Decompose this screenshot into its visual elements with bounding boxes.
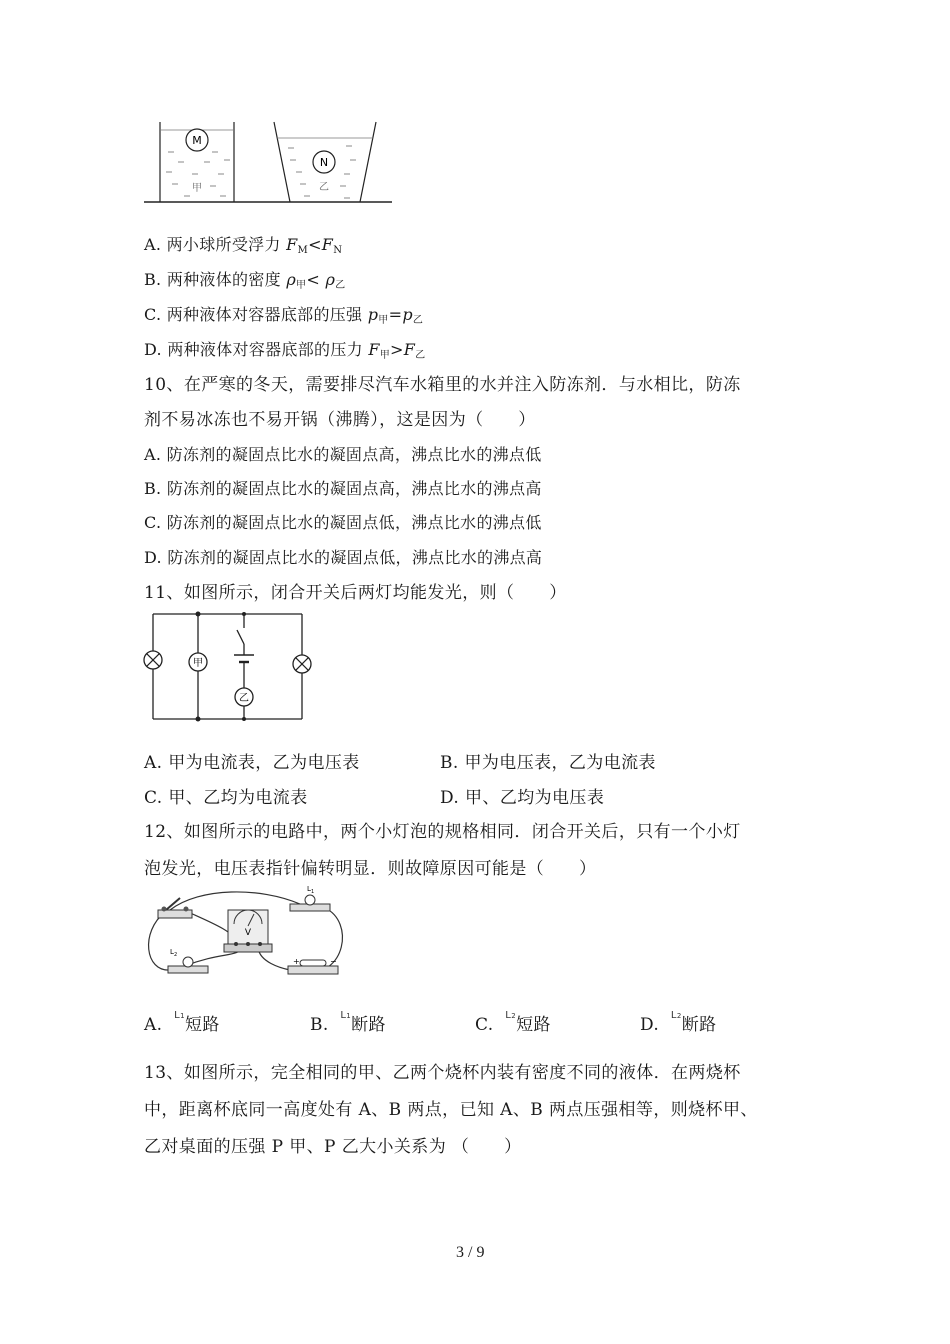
meter-jia-label: 甲 [193,658,203,669]
page-number: 3 / 9 [456,1244,485,1261]
figure-q11-circuit [140,608,320,728]
voltmeter-label: V [244,928,252,938]
q9-option-b: B. 两种液体的密度 $\rho_甲< \rho_乙$ [144,270,346,291]
l1-label: L [307,885,311,893]
q11-option-b: B. 甲为电压表，乙为电流表 [440,753,656,773]
q9-option-a: A. 两小球所受浮力 $F_M<F_N$ [144,235,343,256]
q13-stem-line1: 13、如图所示，完全相同的甲、乙两个烧杯内装有密度不同的液体．在两烧杯 [144,1063,741,1083]
ball-n-label: N [319,156,329,169]
l1-sub: 1 [311,889,315,895]
q10-option-c: C. 防冻剂的凝固点比水的凝固点低，沸点比水的沸点低 [144,513,542,532]
label-yi: 乙 [319,182,329,193]
q9-option-c: C. 两种液体对容器底部的压强 $p_甲=p_乙$ [144,305,424,326]
l2-sub: 2 [174,952,178,958]
q9-option-d: D. 两种液体对容器底部的压力 $F_甲>F_乙$ [144,340,426,361]
l2-label: L [170,948,174,956]
q12-option-b: B. $^{L1}$断路 [310,1010,386,1035]
figure-q12-circuit-photo [140,882,355,982]
q12-stem-line1: 12、如图所示的电路中，两个小灯泡的规格相同．闭合开关后，只有一个小灯 [144,822,741,842]
q12-option-a: A. $^{L1}$短路 [144,1010,220,1035]
q10-option-b: B. 防冻剂的凝固点比水的凝固点高，沸点比水的沸点高 [144,479,542,498]
q10-stem-line1: 10、在严寒的冬天，需要排尽汽车水箱里的水并注入防冻剂．与水相比，防冻 [144,375,741,395]
q13-stem-line2: 中，距离杯底同一高度处有 A、B 两点，已知 A、B 两点压强相等，则烧杯甲、 [144,1100,758,1120]
q12-option-c: C. $^{L2}$短路 [475,1010,551,1035]
ball-m-label: M [192,134,202,147]
q10-option-a: A. 防冻剂的凝固点比水的凝固点高，沸点比水的沸点低 [144,445,542,464]
figure-q9-containers [140,118,400,210]
meter-yi-label: 乙 [239,693,249,704]
label-jia: 甲 [192,183,202,194]
q10-option-d: D. 防冻剂的凝固点比水的凝固点低，沸点比水的沸点高 [144,548,543,567]
q11-option-c: C. 甲、乙均为电流表 [144,788,308,808]
q12-option-d: D. $^{L2}$断路 [640,1010,717,1035]
q13-stem-line3: 乙对桌面的压强 P 甲、P 乙大小关系为 （ ） [144,1137,522,1157]
battery-plus: + [293,957,300,966]
q12-stem-line2: 泡发光，电压表指针偏转明显．则故障原因可能是（ ） [144,859,597,879]
q11-option-a: A. 甲为电流表，乙为电压表 [144,753,360,773]
battery-minus: − [330,957,337,966]
q10-stem-line2: 剂不易冰冻也不易开锅（沸腾），这是因为（ ） [144,410,536,430]
q11-option-d: D. 甲、乙均为电压表 [440,788,605,808]
q11-stem: 11、如图所示，闭合开关后两灯均能发光，则（ ） [144,583,567,603]
